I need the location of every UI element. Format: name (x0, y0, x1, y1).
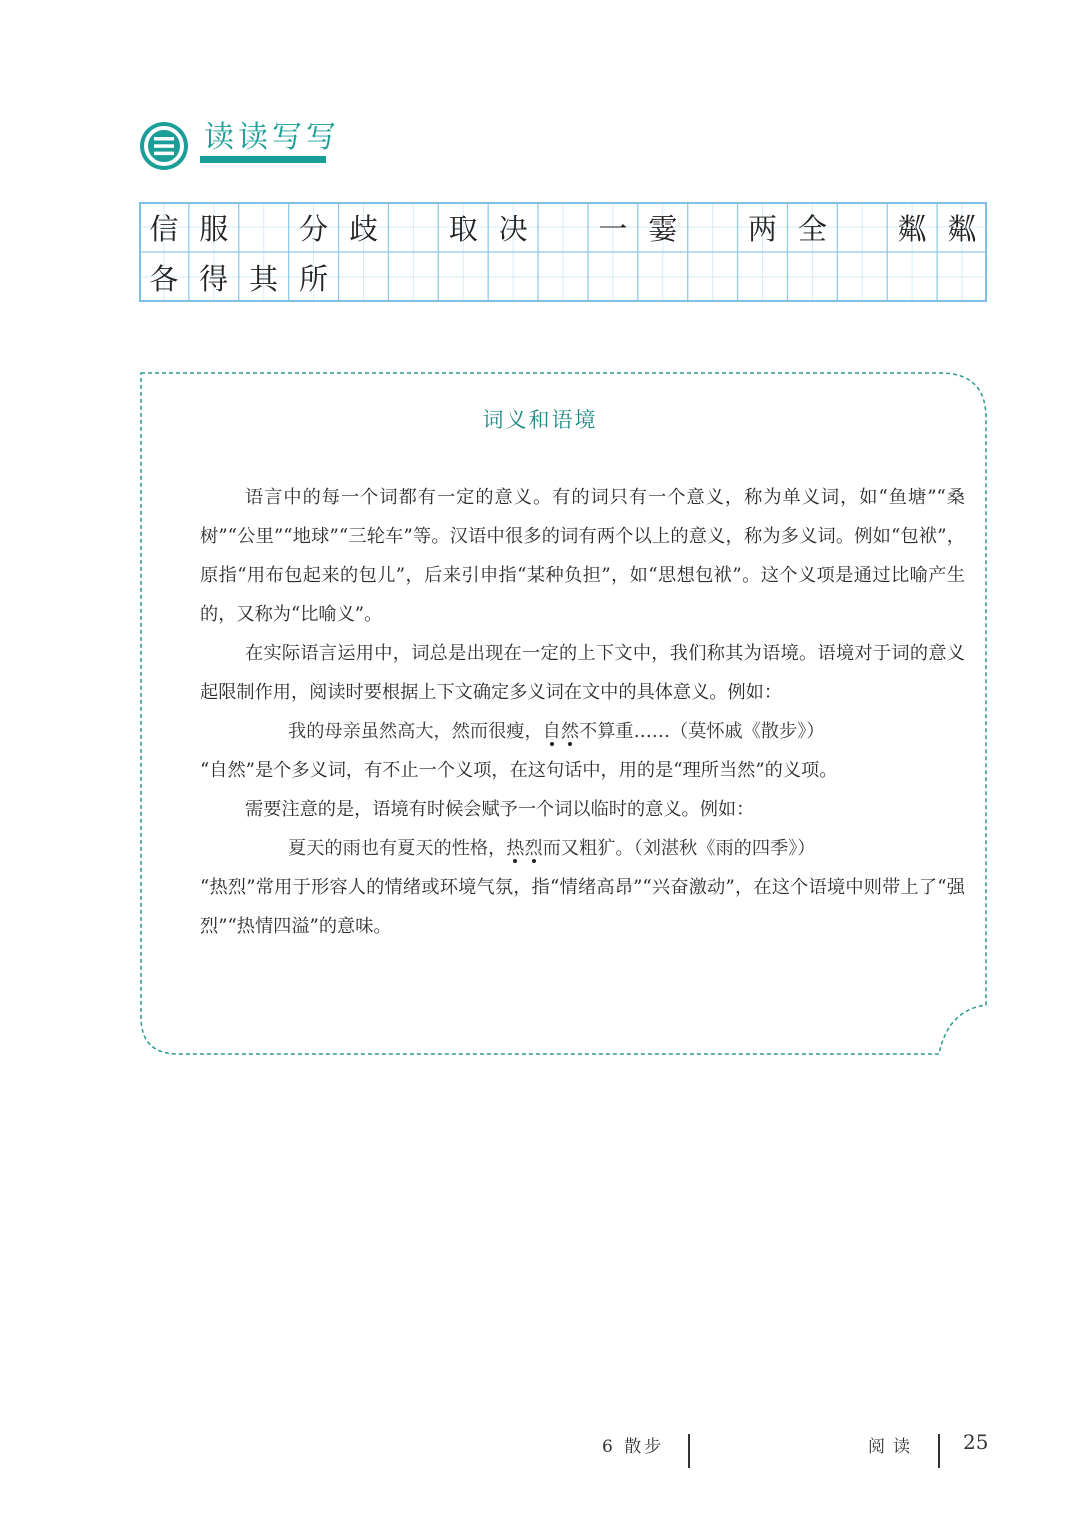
grid-char: 各 (149, 261, 179, 296)
footer-lesson: 6 散步 (602, 1437, 665, 1457)
knowledge-title: 词义和语境 (482, 408, 598, 432)
grid-char: 霎 (648, 211, 678, 246)
paragraph-4: 需要注意的是，语境有时候会赋予一个词以临时的意义。例如： (245, 799, 755, 820)
example-1-before: 我的母亲虽然高大，然而很瘦， (288, 721, 543, 742)
emphasis-char: 自 (543, 712, 561, 751)
grid-char: 所 (299, 261, 329, 296)
section-title: 读读写写 (204, 120, 340, 155)
grid-char: 分 (299, 211, 329, 246)
page-number: 25 (963, 1430, 989, 1454)
example-1-after: 不算重……（莫怀戚《散步》） (579, 721, 825, 742)
example-quote-1 (200, 712, 965, 751)
footer-divider (688, 1434, 690, 1468)
emphasis-char: 烈 (524, 829, 542, 868)
knowledge-body (200, 478, 965, 946)
footer-section: 阅读 (868, 1437, 918, 1457)
example-2-before: 夏天的雨也有夏天的性格， (288, 838, 507, 859)
grid-char: 两 (748, 211, 778, 246)
grid-char: 全 (797, 211, 827, 246)
grid-char: 服 (199, 211, 229, 246)
grid-char: 决 (498, 211, 528, 246)
grid-char: 粼 (947, 211, 977, 246)
footer-divider (938, 1434, 940, 1468)
grid-char: 歧 (348, 211, 378, 246)
paragraph-3: “自然”是个多义词，有不止一个义项，在这句话中，用的是“理所当然”的义项。 (200, 760, 838, 781)
grid-char: 信 (149, 211, 179, 246)
paragraph-5: “热烈”常用于形容人的情绪或环境气氛，指“情绪高昂”“兴奋激动”，在这个语境中则带上了“强烈”“热情四溢”的意味。 (200, 877, 965, 937)
grid-char: 得 (199, 261, 229, 296)
grid-char: 其 (249, 261, 279, 296)
paragraph-1: 语言中的每一个词都有一定的意义。有的词只有一个意义，称为单义词，如“鱼塘”“桑树”“公里”“地球”“三轮车”等。汉语中很多的词有两个以上的意义，称为多义词。例如“包袱”，原指“用布包起来的包儿”，后来引申指“某种负担”，如“思想包袱”。这个义项是通过比喻产生的，又称为“比喻义”。 (200, 487, 965, 625)
paragraph-2: 在实际语言运用中，词总是出现在一定的上下文中，我们称其为语境。语境对于词的意义起限制作用，阅读时要根据上下文确定多义词在文中的具体意义。例如： (200, 643, 965, 703)
grid-char: 一 (598, 211, 628, 246)
example-quote-2 (200, 829, 965, 868)
emphasis-char: 热 (506, 829, 524, 868)
example-2-after: 而又粗犷。（刘湛秋《雨的四季》） (542, 838, 816, 859)
grid-char: 粼 (897, 211, 927, 246)
grid-char: 取 (448, 211, 478, 246)
emphasis-char: 然 (561, 712, 579, 751)
